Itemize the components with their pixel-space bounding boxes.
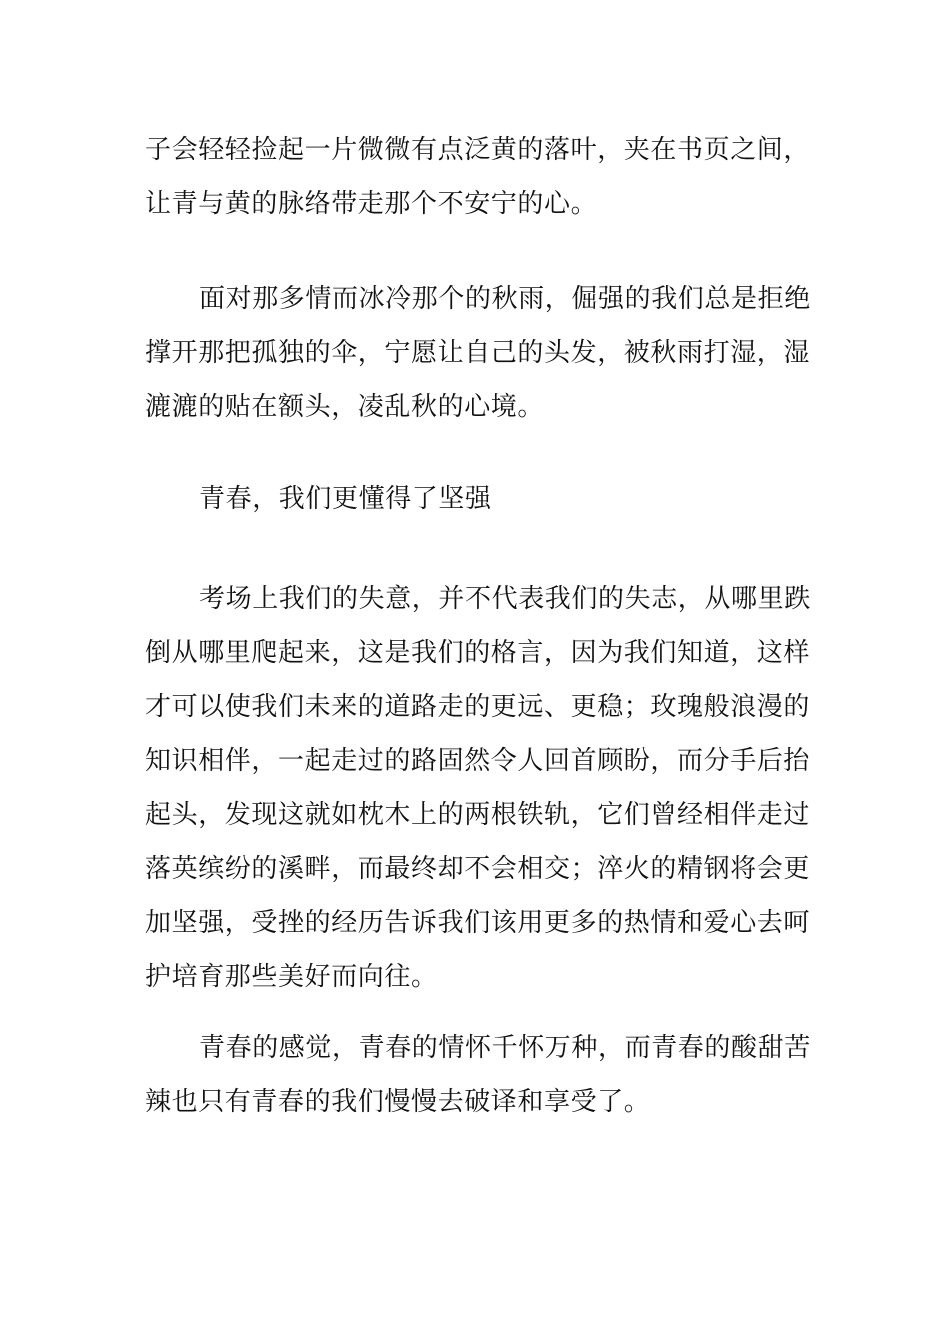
text-line: 青春的感觉，青春的情怀千怀万种，而青春的酸甜苦 [199,1033,811,1063]
paragraph-2 [145,272,809,434]
section-heading [145,472,809,526]
text-line: 起头，发现这就如枕木上的两根铁轨，它们曾经相伴走过 [145,800,811,830]
text-line: 辣也只有青春的我们慢慢去破译和享受了。 [145,1087,651,1117]
text-line: 倒从哪里爬起来，这是我们的格言，因为我们知道，这样 [145,638,811,668]
text-line: 漉漉的贴在额头，凌乱秋的心境。 [145,392,545,422]
text-line: 面对那多情而冰冷那个的秋雨，倔强的我们总是拒绝 [199,284,811,314]
paragraph-4 [145,1021,809,1129]
heading-line: 青春，我们更懂得了坚强 [199,484,492,514]
text-line: 知识相伴，一起走过的路固然令人回首顾盼，而分手后抬 [145,746,811,776]
paragraph-1 [145,123,809,231]
text-line: 撑开那把孤独的伞，宁愿让自己的头发，被秋雨打湿，湿 [145,338,811,368]
text-line: 子会轻轻捡起一片微微有点泛黄的落叶，夹在书页之间， [145,135,811,165]
text-line: 落英缤纷的溪畔，而最终却不会相交；淬火的精钢将会更 [145,854,811,884]
paragraph-3 [145,572,809,1004]
text-line: 才可以使我们未来的道路走的更远、更稳；玫瑰般浪漫的 [145,692,811,722]
text-line: 考场上我们的失意，并不代表我们的失志，从哪里跌 [199,584,811,614]
text-line: 加坚强，受挫的经历告诉我们该用更多的热情和爱心去呵 [145,908,811,938]
text-line: 护培育那些美好而向往。 [145,962,438,992]
text-line: 让青与黄的脉络带走那个不安宁的心。 [145,189,598,219]
